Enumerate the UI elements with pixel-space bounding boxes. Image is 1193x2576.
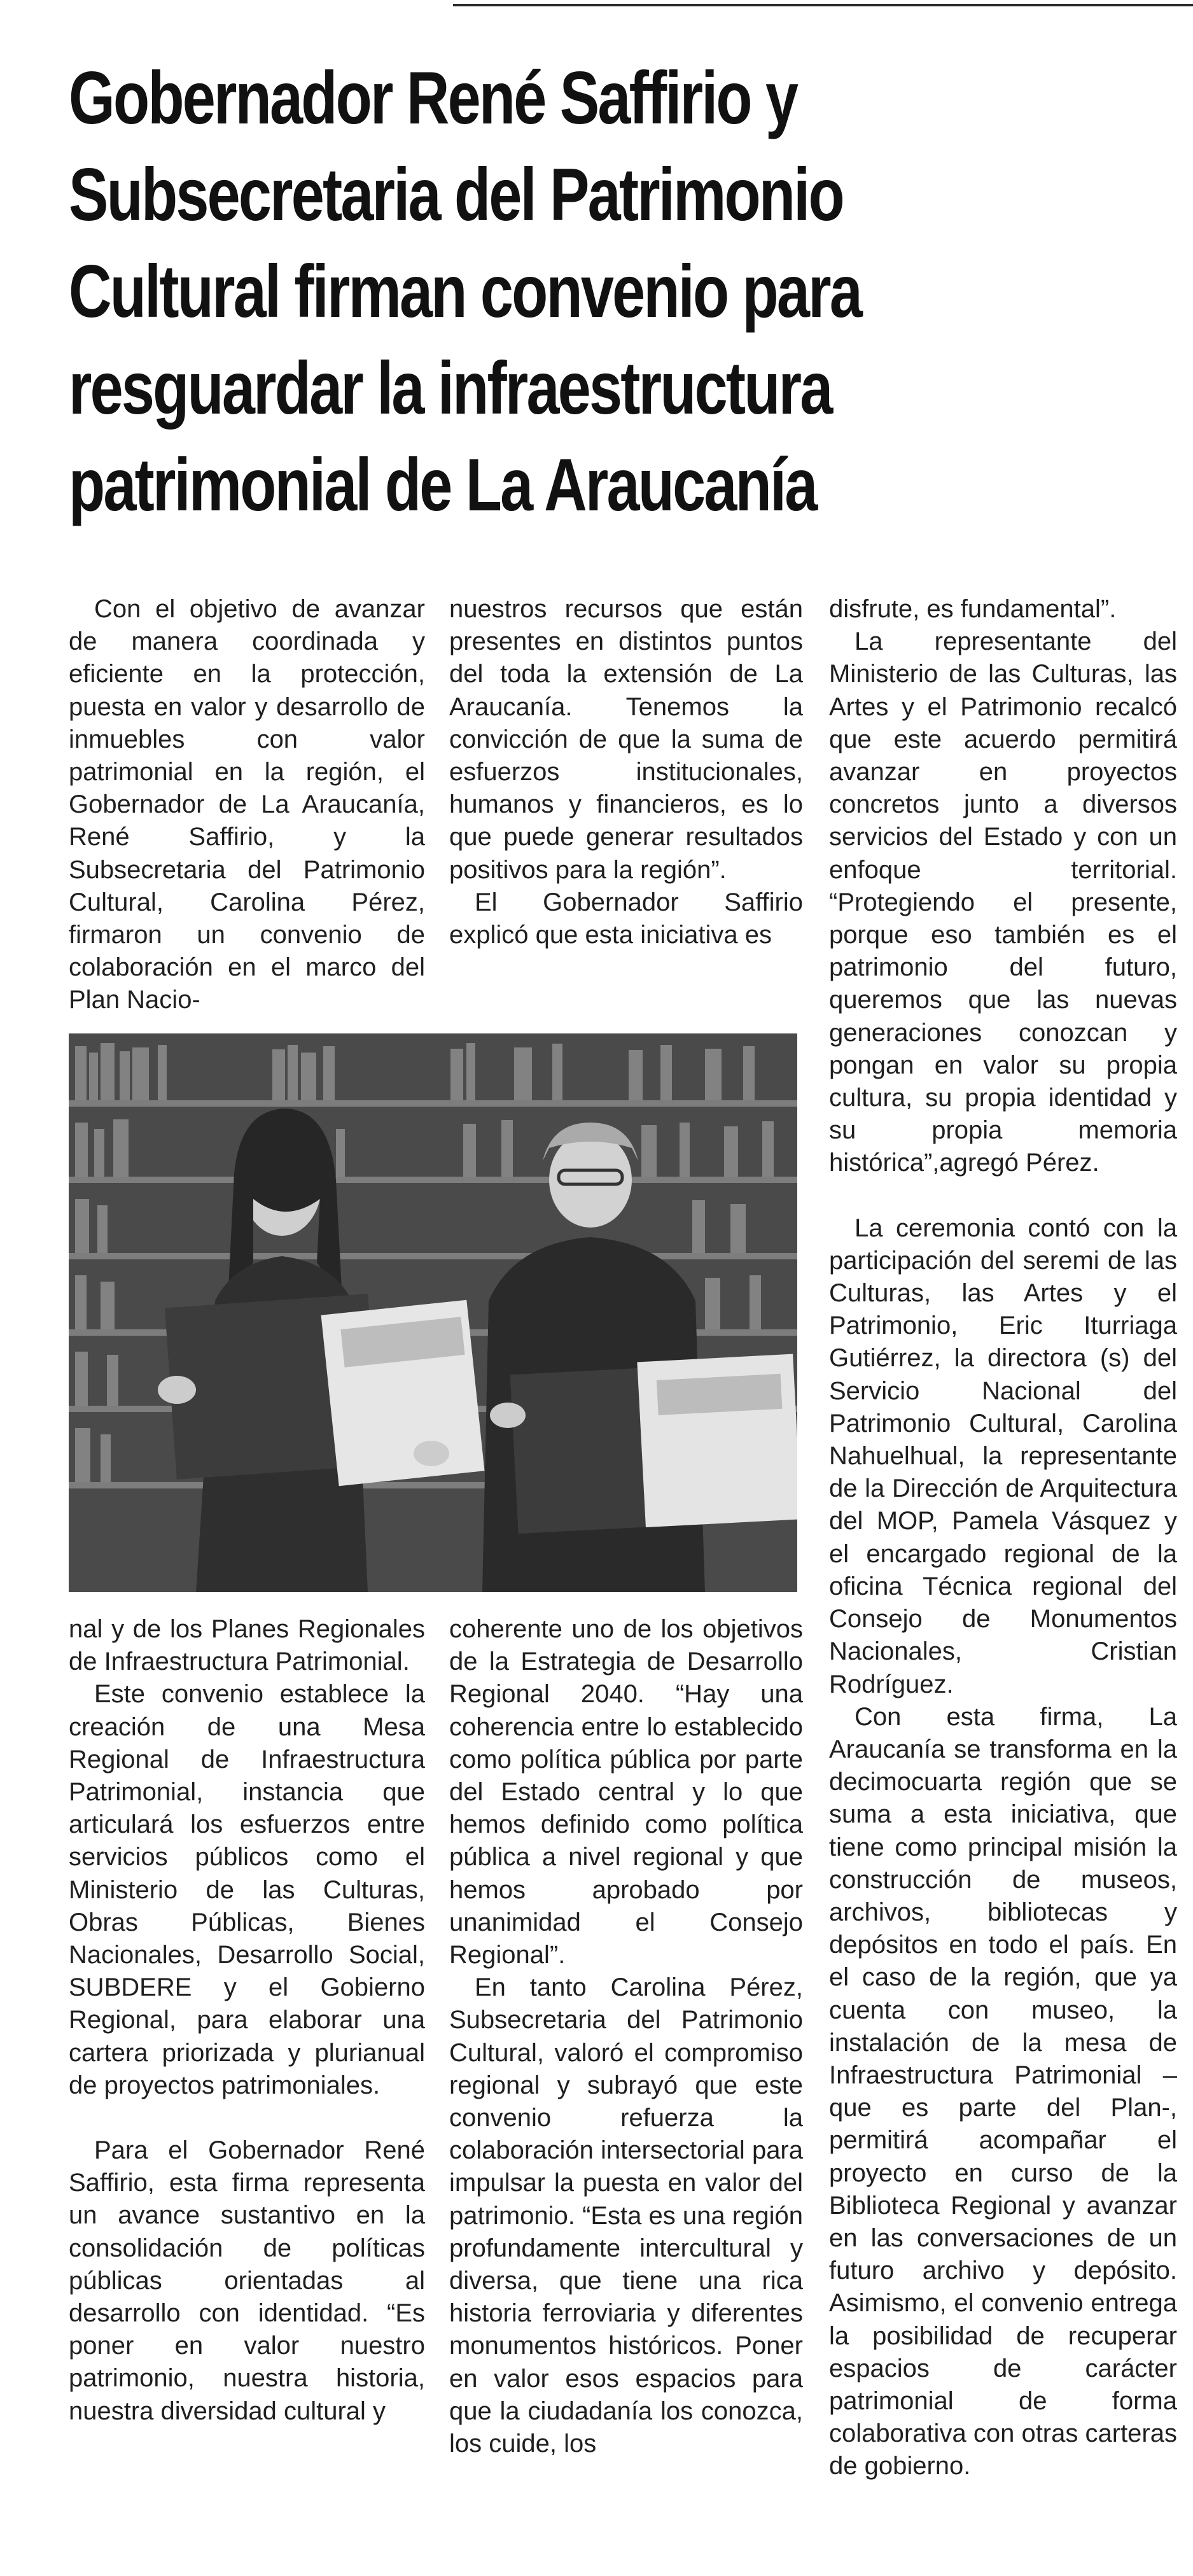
paragraph: En tanto Carolina Pérez, Subsecretaria del Patrimonio Cultural, valoró el compromiso regional y subrayó que este convenio refuerza la colaboración intersectorial para impulsar la puesta en valor del patrimonio. “Esta es una región profundamente intercultural y diversa, que tiene una rica historia ferroviaria y diferentes monumentos históricos. Poner en valor esos espacios para que la ciudadanía los conozca, los cuide, los bbox=[449, 1973, 803, 2458]
headline-line-4: resguardar la infraestructura bbox=[69, 346, 832, 430]
article-headline bbox=[69, 50, 914, 533]
paragraph: La ceremonia contó con la participación del seremi de las Culturas, las Artes y el Patrimonio, Eric Iturriaga Gutiérrez, la directora (s) del Servicio Nacional del Patrimonio Cultural, Carolina Nahuelhual, la representante de la Dirección de Arquitectura del MOP, Pamela Vásquez y el encargado regional de la oficina Técnica regional del Consejo de Monumentos Nacionales, Cristian Rodríguez. bbox=[829, 1214, 1177, 1698]
paragraph: Para el Gobernador René Saffirio, esta firma representa un avance sustantivo en la consolidación de políticas públicas orientadas al desarrollo con identidad. “Es poner en valor nuestro patrimonio, nuestra historia, nuestra diversidad cultural y bbox=[69, 2136, 425, 2425]
paragraph: Con esta firma, La Araucanía se transforma en la decimocuarta región que se suma a esta iniciativa, que tiene como principal misión la construcción de museos, archivos, bibliotecas y depósitos en todo el país. En el caso de la región, que ya cuenta con museo, la instalación de la mesa de Infraestructura Patrimonial –que es parte del Plan-, permitirá acompañar el proyecto en curso de la Biblioteca Regional y avanzar en las conversaciones de un futuro archivo y depósito. Asimismo, el convenio entrega la posibilidad de recuperar espacios de carácter patrimonial de forma colaborativa con otras carteras de gobierno. bbox=[829, 1702, 1177, 2481]
paragraph: La representante del Ministerio de las Culturas, las Artes y el Patrimonio recalcó que este acuerdo permitirá avanzar en proyectos concretos junto a diversos servicios del Estado y con un enfoque territorial. “Protegiendo el presente, porque eso también es el patrimonio del futuro, queremos que las nuevas generaciones conozcan y pongan en valor su propia cultura, su propia identidad y su propia memoria histórica”,agregó Pérez. bbox=[829, 627, 1177, 1177]
headline-line-1: Gobernador René Saffirio y bbox=[69, 56, 797, 139]
paragraph: disfrute, es fundamental”. bbox=[829, 595, 1117, 623]
column-2-bottom bbox=[449, 1613, 803, 2460]
paragraph: nal y de los Planes Regionales de Infraestructura Patrimonial. bbox=[69, 1615, 425, 1676]
paragraph: El Gobernador Saffirio explicó que esta iniciativa es bbox=[449, 888, 803, 949]
paragraph: nuestros recursos que están presentes en distintos puntos del toda la extensión de La Araucanía. Tenemos la convicción de que la suma de esfuerzos institucionales, humanos y financieros, es lo que puede generar resultados positivos para la región”. bbox=[449, 595, 803, 884]
headline-line-5: patrimonial de La Araucanía bbox=[69, 443, 816, 526]
headline-line-3: Cultural firman convenio para bbox=[69, 249, 862, 333]
paragraph: coherente uno de los objetivos de la Estrategia de Desarrollo Regional 2040. “Hay una coherencia entre lo establecido como política pública por parte del Estado central y lo que hemos definido como política pública a nivel regional y que hemos aprobado por unanimidad el Consejo Regional”. bbox=[449, 1615, 803, 1970]
photo-two-officials-signing-agreement-icon bbox=[69, 1033, 797, 1592]
paragraph: Con el objetivo de avanzar de manera coordinada y eficiente en la protección, puesta en valor y desarrollo de inmuebles con valor patrimonial en la región, el Gobernador de La Araucanía, René Saffirio, y la Subsecretaria del Patrimonio Cultural, Carolina Pérez, firmaron un convenio de colaboración en el marco del Plan Nacio- bbox=[69, 595, 425, 1014]
paragraph: Este convenio establece la creación de una Mesa Regional de Infraestructura Patrimonial, instancia que articulará los esfuerzos entre servicios públicos como el Ministerio de las Culturas, Obras Públicas, Bienes Nacionales, Desarrollo Social, SUBDERE y el Gobierno Regional, para elaborar una cartera priorizada y plurianual de proyectos patrimoniales. bbox=[69, 1680, 425, 2099]
top-rule bbox=[453, 4, 1193, 6]
headline-line-2: Subsecretaria del Patrimonio bbox=[69, 153, 843, 236]
column-1-bottom bbox=[69, 1613, 425, 2428]
column-3 bbox=[829, 593, 1177, 2483]
column-2-top bbox=[449, 593, 803, 951]
article-photo bbox=[69, 1033, 797, 1592]
column-1-top bbox=[69, 593, 425, 1017]
